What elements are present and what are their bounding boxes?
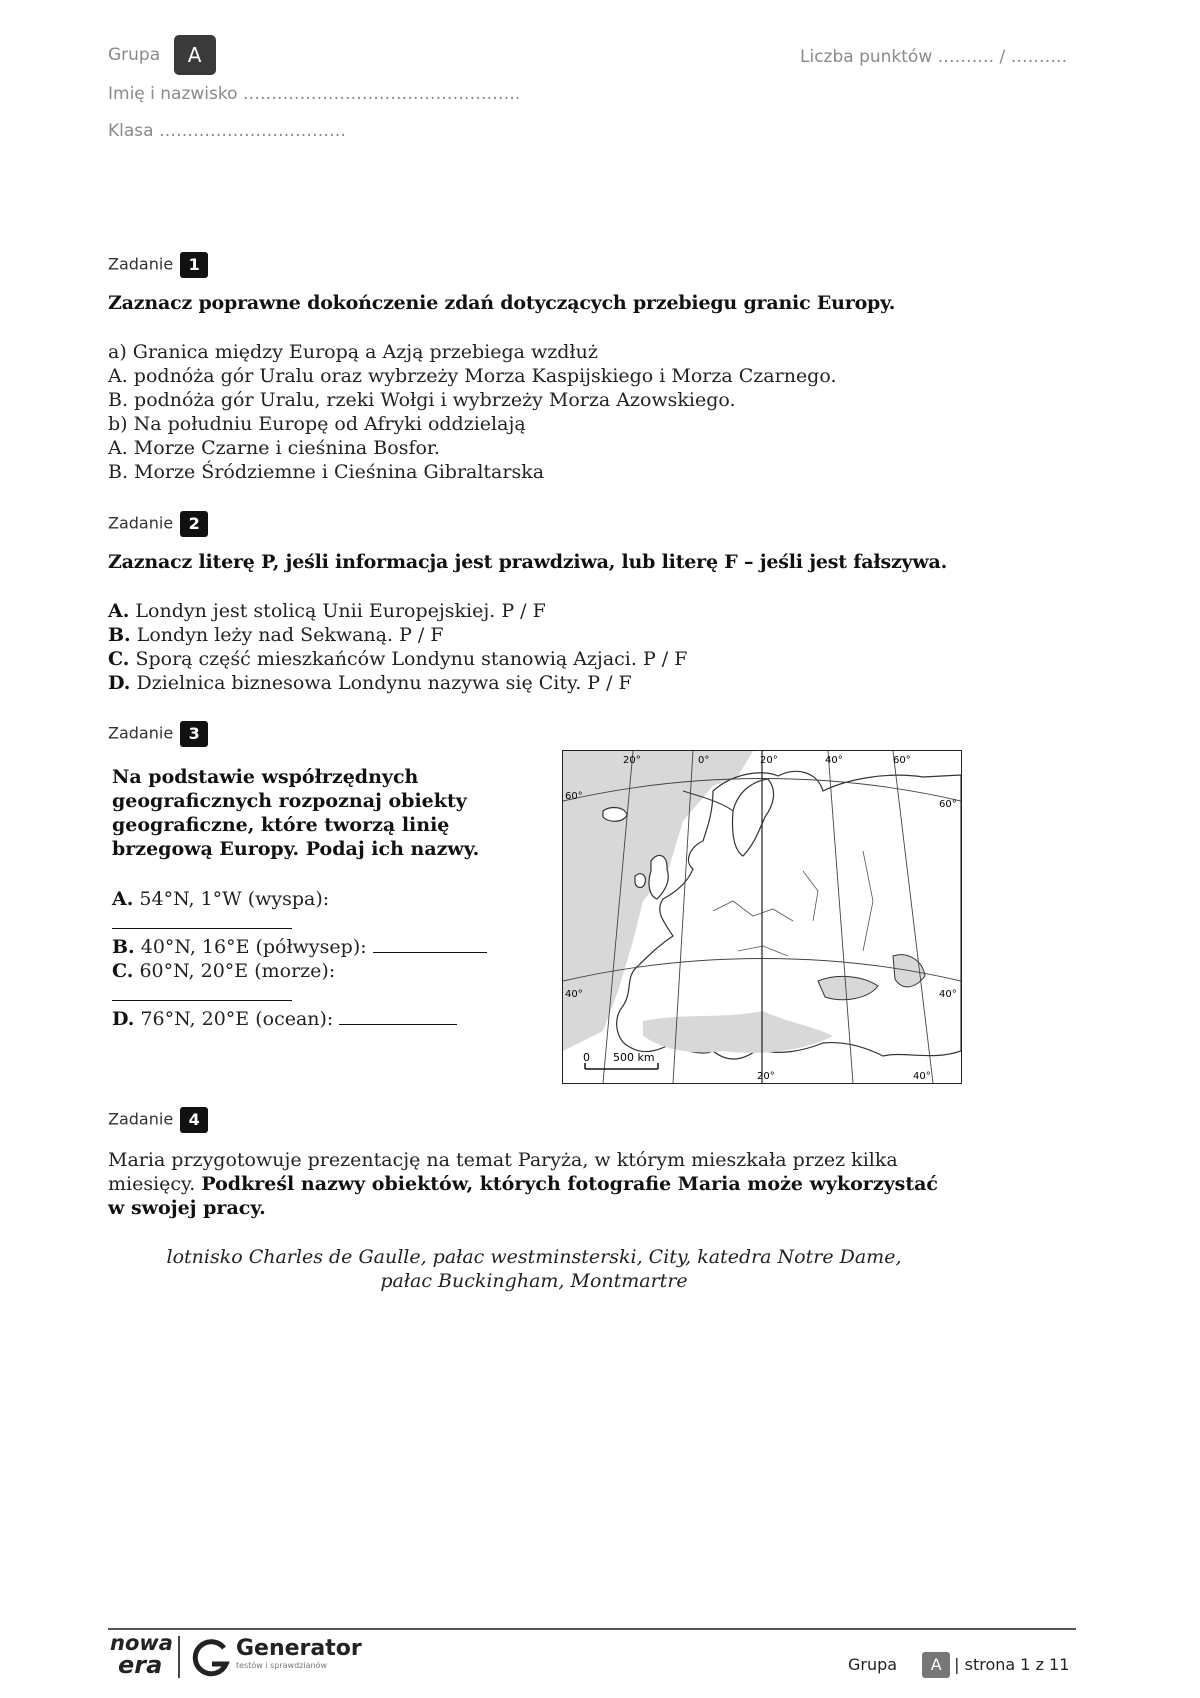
task-3-items bbox=[112, 887, 487, 1031]
task-number-badge: 3 bbox=[180, 721, 208, 747]
task-4-options: lotnisko Charles de Gaulle, pałac westminsterski, City, katedra Notre Dame, pałac Buckingham, Montmartre bbox=[166, 1246, 902, 1292]
europe-map-svg bbox=[563, 751, 961, 1083]
task-1-body bbox=[108, 340, 837, 484]
map-label: 40° bbox=[939, 989, 957, 1000]
map-label: 0° bbox=[698, 755, 710, 766]
task-1-line: B. Morze Śródziemne i Cieśnina Gibraltarska bbox=[108, 461, 545, 483]
generator-logo-icon bbox=[192, 1638, 230, 1682]
map-label: 60° bbox=[565, 791, 583, 802]
map-label: 40° bbox=[825, 755, 843, 766]
task-2-item: A. Londyn jest stolicą Unii Europejskiej. P / F bbox=[108, 600, 546, 622]
task-2-question: Zaznacz literę P, jeśli informacja jest prawdziwa, lub literę F – jeśli jest fałszywa. bbox=[108, 551, 948, 573]
task-2-body bbox=[108, 599, 687, 695]
task-1-question: Zaznacz poprawne dokończenie zdań dotyczących przebiegu granic Europy. bbox=[108, 292, 896, 314]
map-label: 20° bbox=[757, 1071, 775, 1082]
task-2-item: B. Londyn leży nad Sekwaną. P / F bbox=[108, 624, 444, 646]
task-2-item: C. Sporą część mieszkańców Londynu stanowią Azjaci. P / F bbox=[108, 648, 688, 670]
map-label: 20° bbox=[760, 755, 778, 766]
scale-zero: 0 bbox=[583, 1051, 590, 1064]
task-number-badge: 4 bbox=[180, 1107, 208, 1133]
europe-map bbox=[562, 750, 962, 1084]
map-label: 60° bbox=[893, 755, 911, 766]
task-1-line: B. podnóża gór Uralu, rzeki Wołgi i wybrzeży Morza Azowskiego. bbox=[108, 389, 736, 411]
class-field: Klasa …………………………… bbox=[108, 121, 346, 141]
task-3-question: Na podstawie współrzędnych geograficznych rozpoznaj obiekty geograficzne, które tworzą linię brzegową Europy. Podaj ich nazwy. bbox=[112, 766, 480, 860]
answer-line bbox=[112, 911, 487, 935]
task-2-item: D. Dzielnica biznesowa Londynu nazywa się City. P / F bbox=[108, 672, 632, 694]
task-3-label: Zadanie 3 bbox=[108, 721, 208, 747]
footer-group: Grupa A | strona 1 z 11 bbox=[848, 1652, 1069, 1678]
map-label: 40° bbox=[913, 1071, 931, 1082]
task-3-item: C. 60°N, 20°E (morze): bbox=[112, 960, 336, 982]
task-1-line: b) Na południu Europę od Afryki oddzielają bbox=[108, 413, 526, 435]
points-field: Liczba punktów ………. / ………. bbox=[800, 47, 1067, 67]
group-field bbox=[108, 35, 216, 75]
task-4-label: Zadanie 4 bbox=[108, 1107, 208, 1133]
task-3-item: B. 40°N, 16°E (półwysep): bbox=[112, 935, 487, 959]
map-label: 60° bbox=[939, 799, 957, 810]
footer-group-badge: A bbox=[922, 1652, 950, 1678]
map-label: 20° bbox=[623, 755, 641, 766]
group-label: Grupa bbox=[108, 45, 161, 65]
name-field: Imię i nazwisko …………………………………………. bbox=[108, 84, 521, 104]
footer-divider bbox=[108, 1628, 1076, 1630]
task-3-item: A. 54°N, 1°W (wyspa): bbox=[112, 888, 330, 910]
task-1-line: a) Granica między Europą a Azją przebiega wzdłuż bbox=[108, 341, 598, 363]
task-number-badge: 1 bbox=[180, 252, 208, 278]
task-4-body: Maria przygotowuje prezentację na temat Paryża, w którym mieszkała przez kilka miesięcy. Podkreśl nazwy obiektów, których fotografie Maria może wykorzystać w swojej pracy. bbox=[108, 1149, 938, 1219]
footer-logo-divider bbox=[178, 1636, 180, 1678]
task-2-label: Zadanie 2 bbox=[108, 511, 208, 537]
task-3-item: D. 76°N, 20°E (ocean): bbox=[112, 1007, 487, 1031]
task-1-label: Zadanie 1 bbox=[108, 252, 208, 278]
group-badge: A bbox=[174, 35, 216, 75]
task-1-line: A. Morze Czarne i cieśnina Bosfor. bbox=[108, 437, 440, 459]
scale-label: 500 km bbox=[613, 1051, 655, 1064]
task-number-badge: 2 bbox=[180, 511, 208, 537]
nowa-era-logo: nowa era bbox=[110, 1631, 173, 1679]
task-1-line: A. podnóża gór Uralu oraz wybrzeży Morza Kaspijskiego i Morza Czarnego. bbox=[108, 365, 837, 387]
footer-page-info: | strona 1 z 11 bbox=[954, 1655, 1070, 1674]
generator-logo-text: Generator testów i sprawdzianów bbox=[236, 1636, 362, 1670]
map-label: 40° bbox=[565, 989, 583, 1000]
answer-line bbox=[112, 983, 487, 1007]
